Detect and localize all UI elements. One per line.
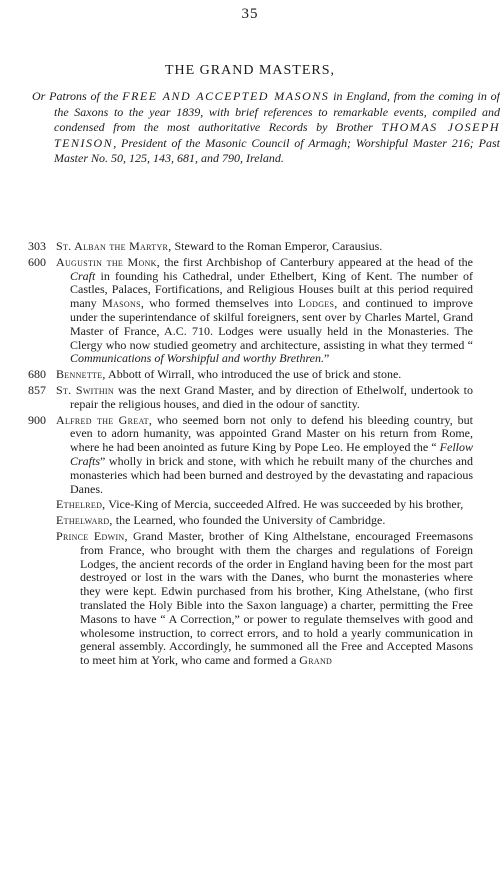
page-number: 35 (241, 6, 259, 22)
entry-name: Alfred the Great, (56, 412, 153, 427)
entry-680 (28, 368, 473, 382)
intro-author: THOMAS JOSEPH TENISON (54, 120, 500, 150)
entry-term: Lodges (298, 296, 335, 311)
sub-entry-prince-edwin (28, 530, 473, 668)
entry-emphasis: Craft (70, 268, 96, 283)
entry-text: Steward to the Roman Emperor, Carausius. (171, 239, 383, 253)
intro-text-1: Or Patrons of the (32, 89, 123, 103)
entry-text: was the next Grand Master, and by direction of Ethelwolf, undertook to repair the religious houses, and died in the odour of sanctity. (70, 382, 473, 411)
entry-text: the first Archbishop of Canterbury appeared at the head of the (160, 254, 473, 269)
intro-order-name: FREE AND ACCEPTED MASONS (122, 89, 330, 103)
entry-900 (28, 414, 473, 497)
page-title: THE GRAND MASTERS, (164, 63, 336, 78)
entry-600 (28, 256, 473, 366)
entry-text: in founding his Cathedral, under Ethelbert, King of Kent. The number of Castles, Palaces, Fortifications, and Religious Houses built at this period required many (70, 268, 473, 311)
entry-text: Abbott of Wirrall, who introduced the use of brick and stone. (105, 367, 402, 382)
entry-name: Ethelward, (56, 513, 113, 528)
entry-year: 680 (28, 367, 46, 382)
entry-year: 303 (28, 239, 46, 253)
entry-emphasis: Fellow Crafts (70, 440, 473, 468)
entry-text: , who formed themselves into (140, 296, 299, 311)
entry-emphasis: Communications of Worshipful and worthy Brethren. (70, 351, 325, 366)
entry-text: the Learned, who founded the University of Cambridge. (112, 513, 386, 528)
entry-text: Vice-King of Mercia, succeeded Alfred. He was succeeded by his brother, (105, 497, 464, 512)
entry-text: who seemed born not only to defend his bleeding country, but even to adorn humanity, was appointed Grand Master on his return from Rome, where he had been anointed as future King by Pope Leo. He employed the “ (70, 412, 473, 455)
entry-303 (28, 240, 473, 254)
grand-masters-list (28, 240, 473, 670)
entry-name: Prince Edwin, (56, 528, 128, 543)
entry-name: Augustin the Monk, (56, 254, 161, 269)
intro-text-3: , President of the Masonic Council of Armagh; Worshipful Master 216; Past Master No. 50, 125, 143, 681, and 790, Ireland. (54, 135, 500, 166)
entry-name: St. Alban the Martyr, (56, 239, 172, 253)
entry-text: ” (324, 351, 330, 366)
entry-year: 900 (28, 412, 46, 427)
entry-term: Masons (102, 296, 141, 311)
entry-year: 600 (28, 254, 46, 269)
sub-entry-ethelred (28, 498, 473, 512)
catchword: Grand (299, 653, 333, 668)
entry-text: ” wholly in brick and stone, with which he rebuilt many of the churches and monasteries which had been burned and destroyed by the devastating and rapacious Danes. (70, 453, 473, 496)
entry-name: Bennette, (56, 367, 106, 382)
intro-text-2: in England, from the coming in of the Saxons to the year 1839, with brief references to remarkable events, compiled and condensed from the most authoritative Records by Brother (54, 89, 500, 135)
entry-name: Ethelred, (56, 497, 106, 512)
intro-paragraph (32, 89, 500, 167)
entry-name: St. Swithin (56, 382, 114, 397)
sub-entry-ethelward (28, 514, 473, 528)
entry-857 (28, 384, 473, 412)
entry-year: 857 (28, 382, 46, 397)
entry-text: , and continued to improve under the superintendance of skilful foreigners, sent over by Charles Martel, Grand Master of France, A.C. 710. Lodges were usually held in the Monasteries. The Clergy who now studied geometry and architecture, assisting in what they termed “ (70, 296, 473, 352)
entry-text: Grand Master, brother of King Althelstane, encouraged Freemasons from France, who brought with them the charges and regulations of Foreign Lodges, the ancient records of the order in England having been for the most part destroyed or lost in the wars with the Danes, who burnt the monasteries where they were kept. Edwin purchased from his brother, King Athelstane, (who first translated the Holy Bible into the Saxon language) a charter, permitting the Free Masons to have “ A Correction,” or power to regulate themselves with good and wholesome instruction, to correct errors, and to hold a yearly communication in general assembly. Accordingly, he summoned all the Free and Accepted Masons to meet him at York, who came and formed a (80, 528, 473, 668)
